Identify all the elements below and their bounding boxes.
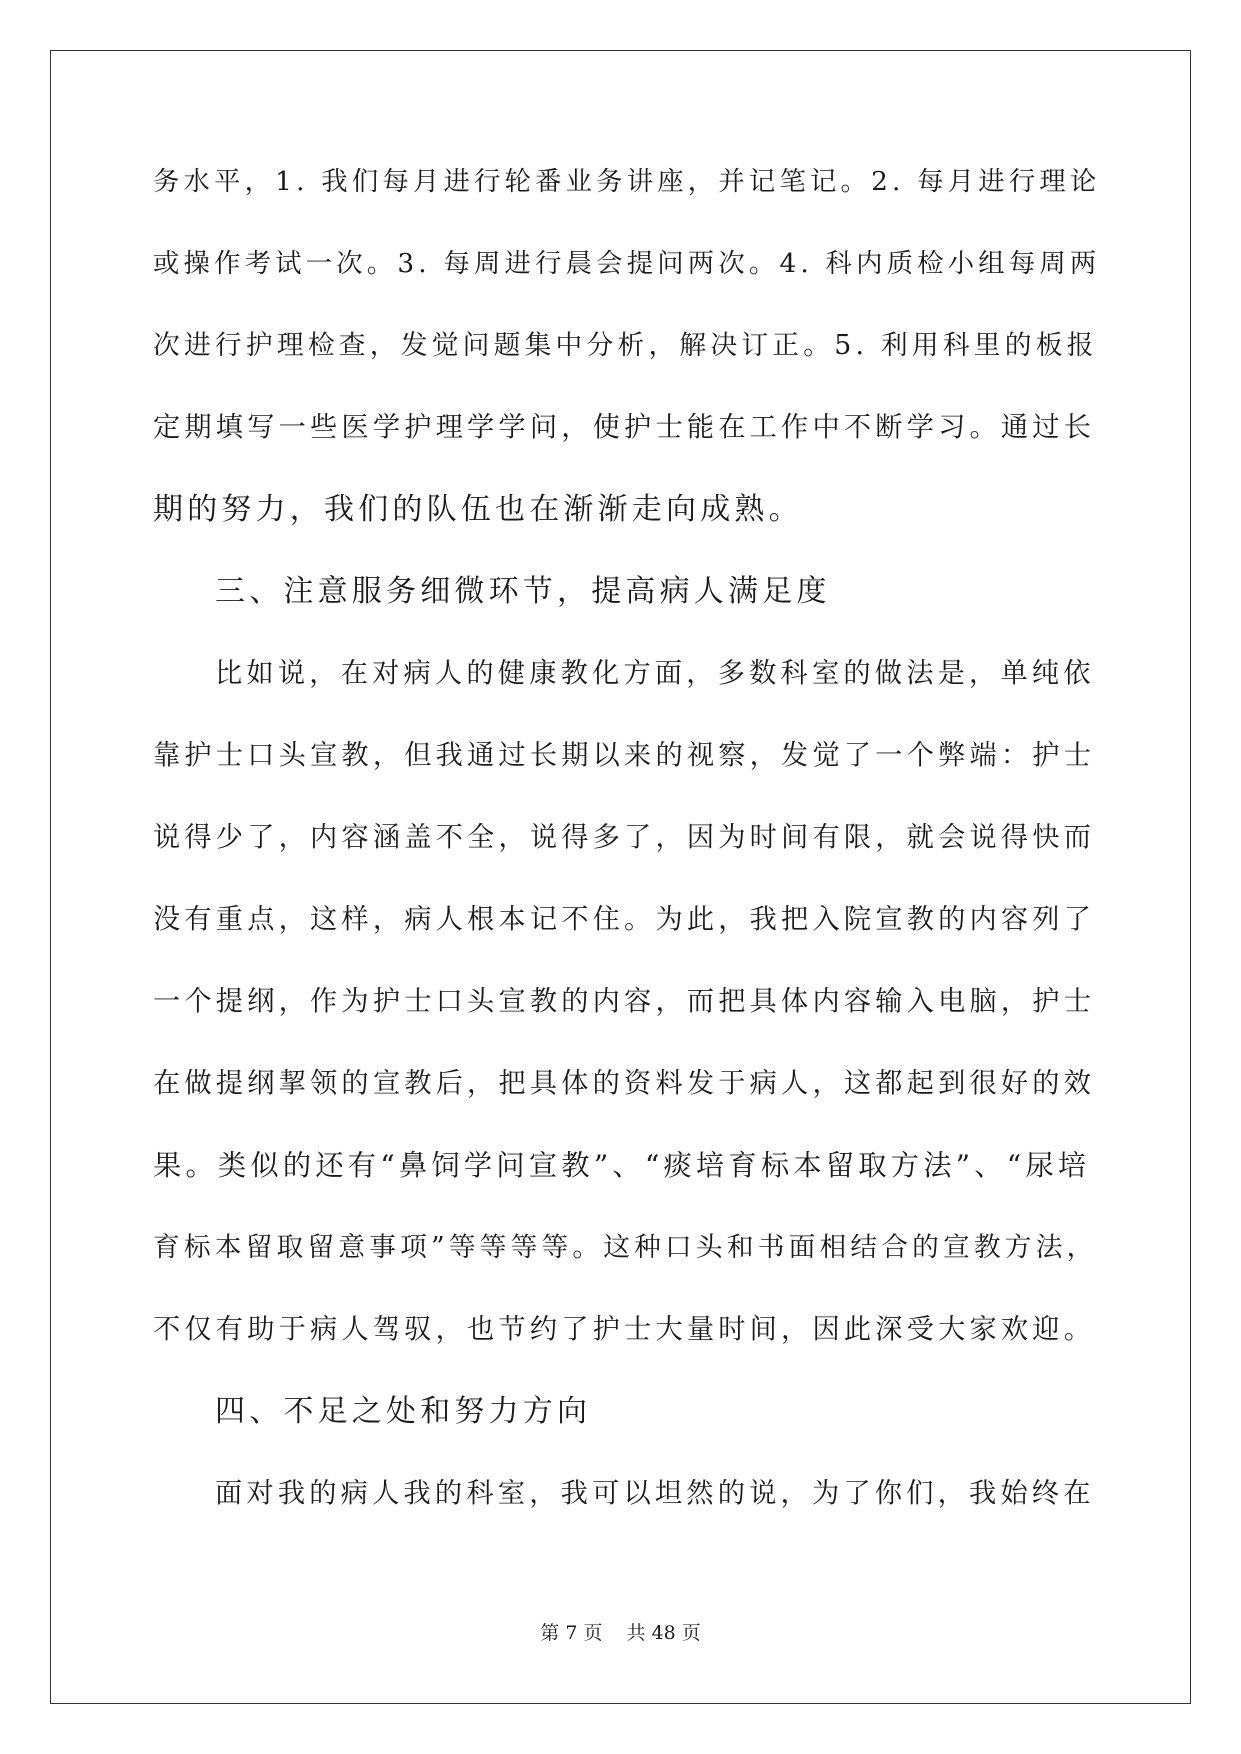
text-line: 不仅有助于病人驾驭，也节约了护士大量时间，因此深受大家欢迎。	[153, 1314, 1096, 1345]
section-heading: 三、注意服务细微环节，提高病人满足度	[215, 574, 831, 609]
text-line: 次进行护理检查，发觉问题集中分析，解决订正。5. 利用科里的板报	[153, 330, 1098, 361]
document-body	[153, 162, 1101, 1556]
text-line: 定期填写一些医学护理学学问，使护士能在工作中不断学习。通过长	[153, 412, 1096, 443]
text-line: 务水平，1. 我们每月进行轮番业务讲座，并记笔记。2. 每月进行理论	[153, 167, 1101, 197]
text-line: 或操作考试一次。3. 每周进行晨会提问两次。4. 科内质检小组每周两	[153, 249, 1101, 279]
text-line: 在做提纲挈领的宣教后，把具体的资料发于病人，这都起到很好的效	[153, 1068, 1096, 1099]
page-footer	[0, 1621, 1241, 1645]
text-line: 说得少了，内容涵盖不全，说得多了，因为时间有限，就会说得快而	[153, 822, 1096, 853]
page-total: 共 48 页	[626, 1622, 701, 1644]
text-line: 靠护士口头宣教，但我通过长期以来的视察，发觉了一个弊端：护士	[153, 740, 1096, 771]
page-number: 第 7 页	[540, 1622, 603, 1644]
text-line: 比如说，在对病人的健康教化方面，多数科室的做法是，单纯依	[215, 658, 1095, 689]
section-heading: 四、不足之处和努力方向	[215, 1394, 592, 1429]
text-line: 一个提纲，作为护士口头宣教的内容，而把具体内容输入电脑，护士	[153, 986, 1096, 1017]
text-line: 面对我的病人我的科室，我可以坦然的说，为了你们，我始终在	[215, 1478, 1095, 1509]
text-line: 果。类似的还有“鼻饲学问宣教”、“痰培育标本留取方法”、“尿培	[153, 1149, 1091, 1182]
text-line: 没有重点，这样，病人根本记不住。为此，我把入院宣教的内容列了	[153, 904, 1096, 935]
text-line: 育标本留取留意事项”等等等等。这种口头和书面相结合的宣教方法，	[153, 1232, 1098, 1263]
text-line: 期的努力，我们的队伍也在渐渐走向成熟。	[153, 492, 803, 527]
